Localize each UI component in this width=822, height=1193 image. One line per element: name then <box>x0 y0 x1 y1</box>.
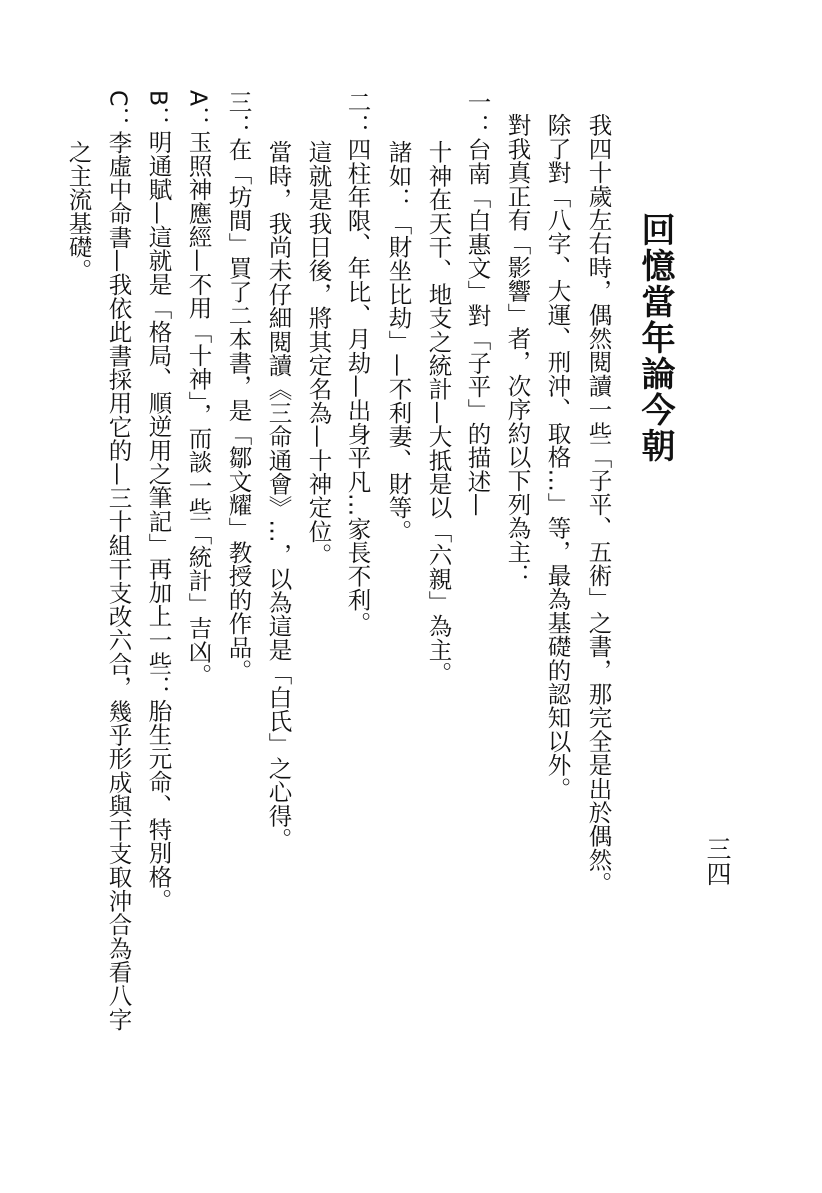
text-column-9: 當時，我尚未仔細閱讀《三命通會》…，以為這是「白氏」之心得。 <box>264 140 293 851</box>
text-column-3: 對我真正有「影響」者，次序約以下列為主： <box>503 113 532 587</box>
page-title: 回憶當年論今朝 <box>635 212 675 464</box>
text-column-7: 二：四柱年限、年比、月劫—出身平凡…家長不利。 <box>343 90 372 636</box>
text-column-4: 一：台南「白惠文」對「子平」的描述— <box>463 90 492 517</box>
text-column-13: C：李虛中命書—我依此書採用它的—三十組干支改六合，幾乎形成與干支取沖合為看八字 <box>104 90 133 1031</box>
text-column-2: 除了對「八字、大運、刑沖、取格…」等，最為基礎的認知以外。 <box>543 113 572 801</box>
text-column-12: B：明通賦—這就是「格局、順逆用之筆記」再加上一些：胎生元命、特別格。 <box>144 90 173 913</box>
text-column-1: 我四十歲左右時，偶然閱讀一些「子平、五術」之書，那完全是出於偶然。 <box>584 113 613 896</box>
text-column-10: 三：在「坊間」買了二本書，是「鄒文耀」教授的作品。 <box>224 90 253 683</box>
page-number: 三四 <box>703 836 732 886</box>
text-column-8: 這就是我日後，將其定名為—十神定位。 <box>304 140 333 567</box>
text-column-14: 之主流基礎。 <box>64 140 93 283</box>
text-column-11: A：玉照神應經—不用「十神」，而談一些「統計」吉凶。 <box>184 90 213 688</box>
text-column-6: 諸如：「財坐比劫」—不利妻、財等。 <box>384 140 413 543</box>
text-column-5: 十神在天干、地支之統計—大抵是以「六親」為主。 <box>424 140 453 686</box>
